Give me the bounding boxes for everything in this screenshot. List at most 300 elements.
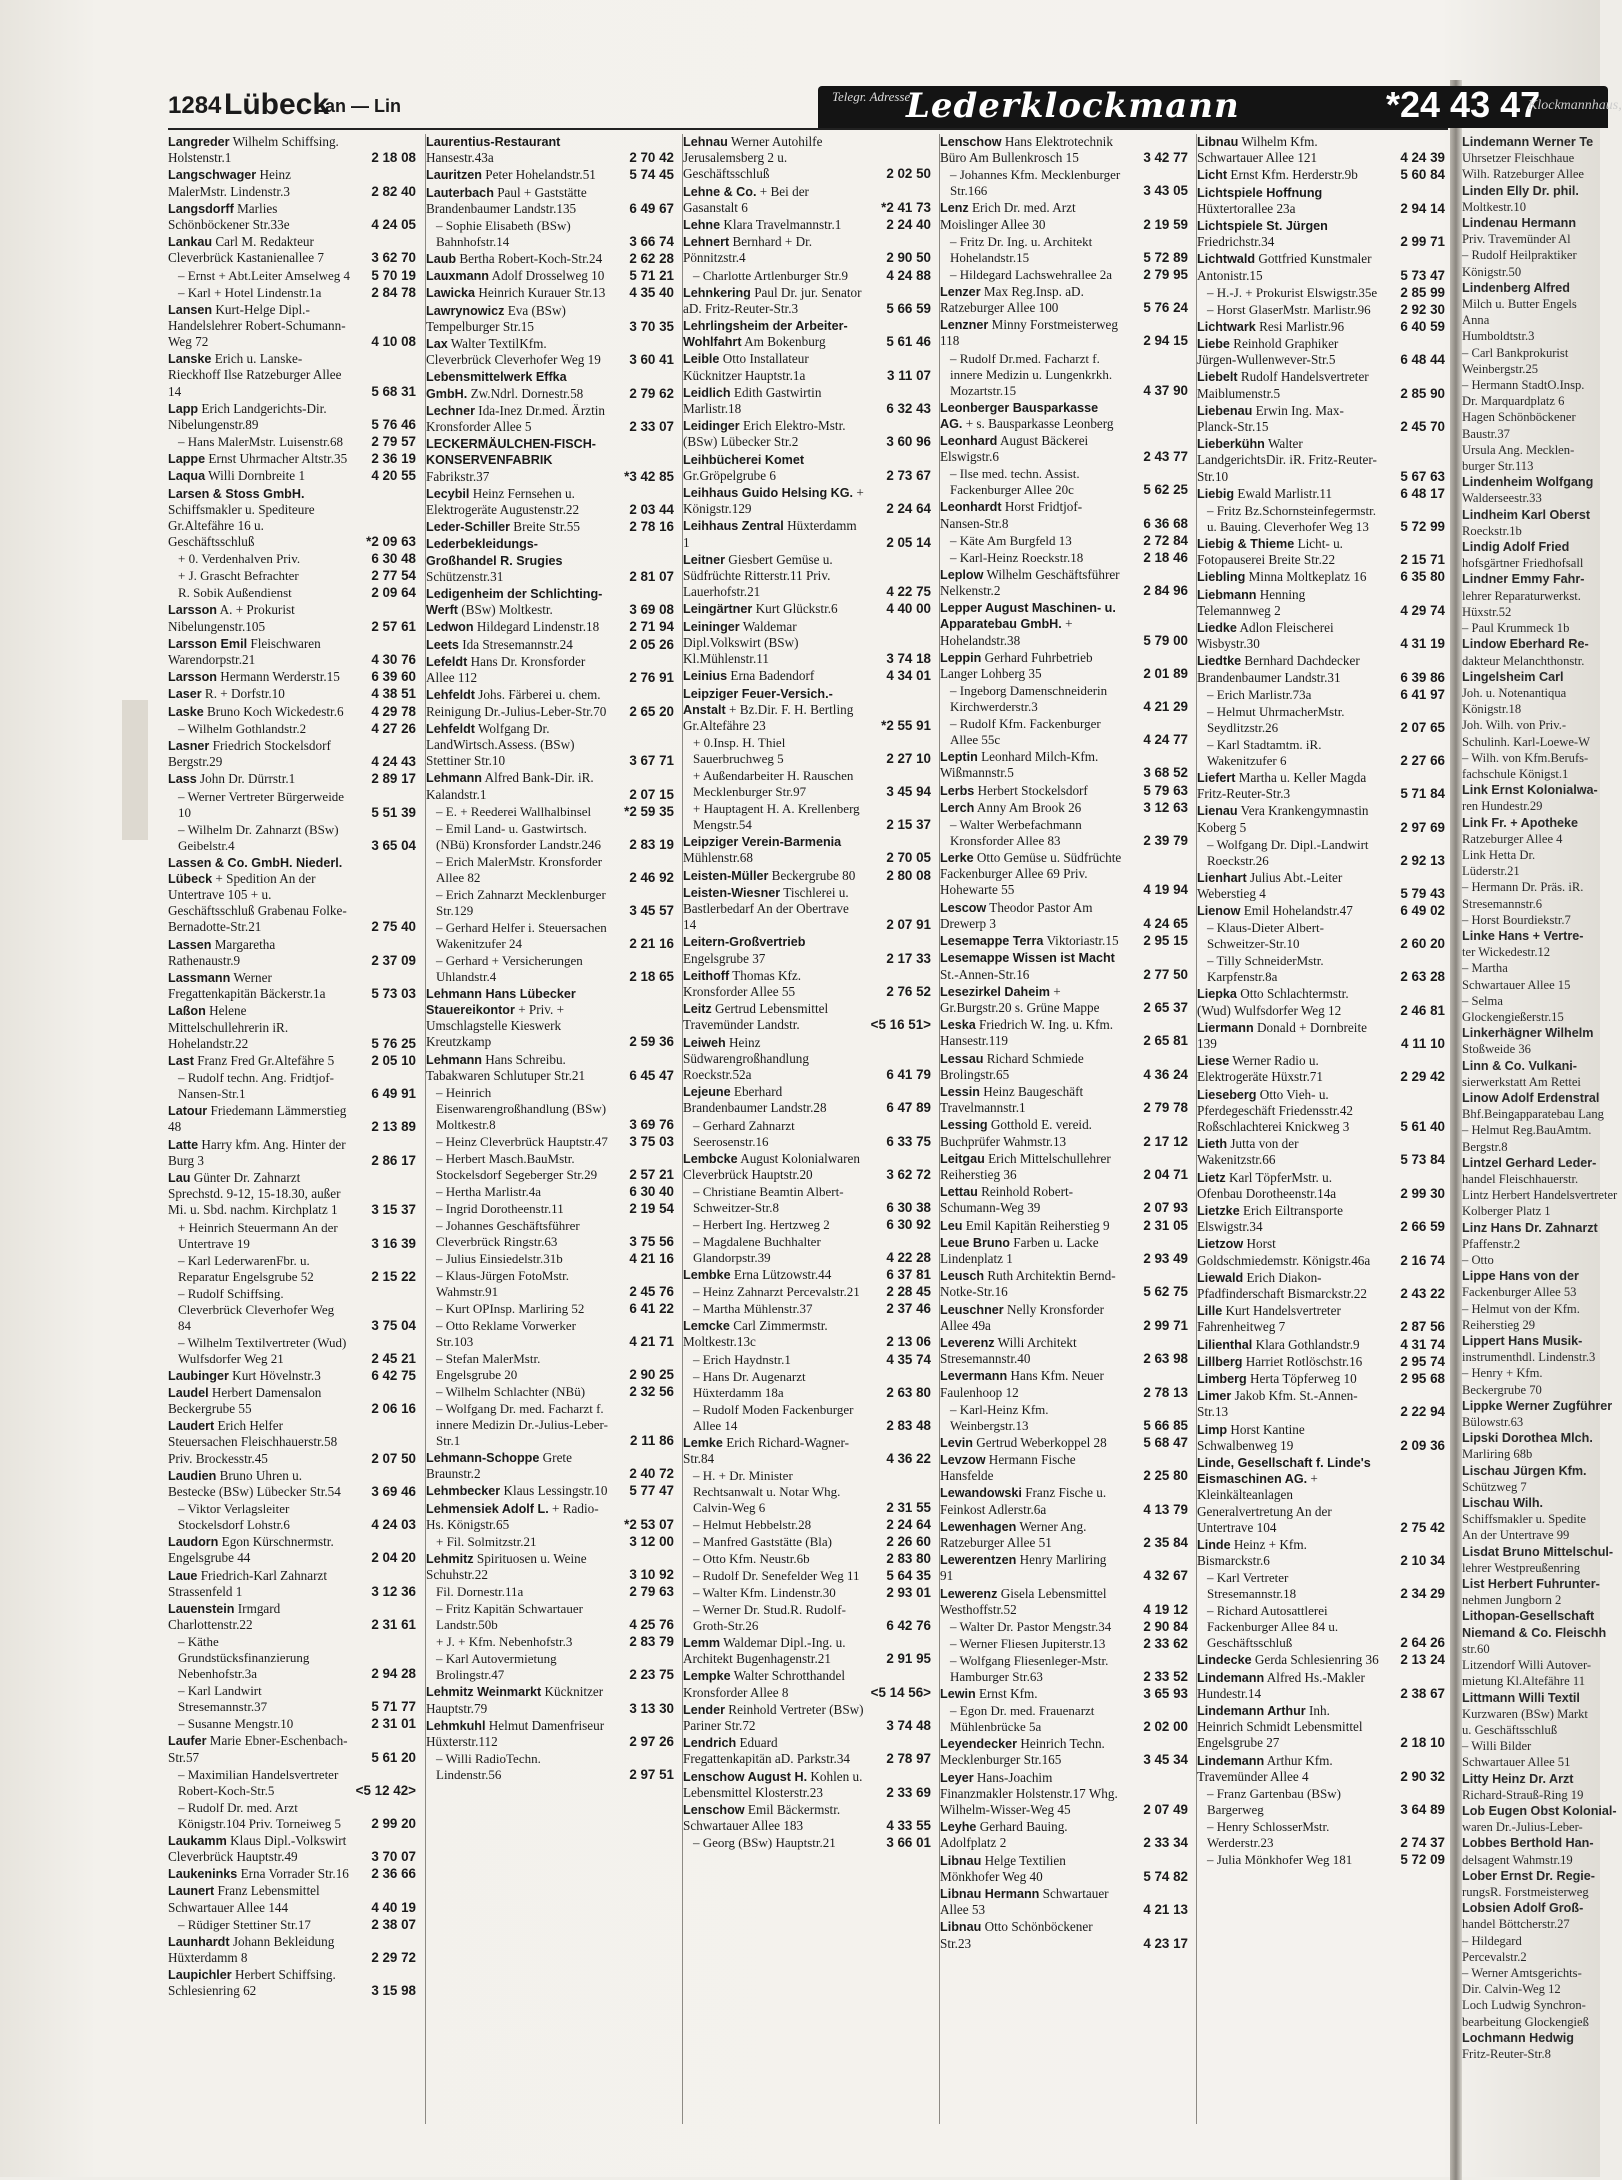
entry-phone: 6 42 75 <box>371 1367 416 1383</box>
entry-phone: 4 22 28 <box>886 1249 931 1265</box>
entry-name: Lehmensiek Adolf L. <box>426 1501 549 1516</box>
directory-entry <box>683 552 933 601</box>
entry-phone: 2 18 65 <box>629 968 674 984</box>
entry-name: Leitner <box>683 552 725 567</box>
entry-range: Lan — Lin <box>314 96 401 116</box>
entry-phone: 2 43 22 <box>1400 1285 1445 1301</box>
entry-description: Carl Zimmermstr. Moltkestr.13c <box>683 1318 828 1350</box>
directory-entry <box>940 984 1190 1016</box>
entry-phone: 5 72 99 <box>1400 519 1445 535</box>
ad-phone: *24 43 47 <box>1386 84 1541 125</box>
directory-entry <box>168 602 418 634</box>
entry-description: + Bz.Dir. F. H. Bertling Gr.Altefähre 23 <box>683 701 854 733</box>
entry-phone: 6 41 79 <box>886 1066 931 1082</box>
entry-name: Limberg <box>1197 1371 1247 1386</box>
entry-phone: 2 19 54 <box>629 1200 674 1216</box>
entry-description: Heinz MalerMstr. Lindenstr.3 <box>168 167 291 199</box>
directory-entry <box>683 351 933 383</box>
edge-line: delsagent Wahmstr.19 <box>1462 1852 1573 1867</box>
directory-entry <box>426 1184 676 1200</box>
edge-line: Bülowstr.63 <box>1462 1415 1524 1430</box>
edge-line: Stresemannstr.6 <box>1462 896 1543 911</box>
entry-description: – Karl + Hotel Lindenstr.1a <box>178 284 322 300</box>
entry-description: Erich Richard-Wagner-Str.84 <box>683 1434 849 1466</box>
entry-name: Lauxmann <box>426 269 489 284</box>
entry-name: Lemcke <box>683 1319 730 1334</box>
entry-phone: 4 35 40 <box>629 285 674 301</box>
entry-name: Lehmitz Weinmarkt <box>426 1685 542 1700</box>
entry-description: Paul Dr. jur. Senator aD. Fritz-Reuter-Str.3 <box>683 284 862 316</box>
directory-entry <box>1197 1170 1447 1202</box>
entry-phone: 5 68 31 <box>371 383 416 399</box>
directory-entry <box>683 686 933 735</box>
directory-entry <box>940 1235 1190 1267</box>
entry-name: Leisten-Müller <box>683 868 769 883</box>
entry-description: Farben u. Lacke Lindenplatz 1 <box>940 1234 1099 1266</box>
directory-entry <box>168 1137 418 1169</box>
entry-name: Leitern-Großvertrieb <box>683 935 806 950</box>
directory-entry <box>683 1184 933 1216</box>
entry-phone: 2 34 29 <box>1400 1586 1445 1602</box>
entry-description: Peter Hohelandstr.51 <box>485 167 596 183</box>
entry-description: Heinrich Techn. Mecklenburger Str.165 <box>940 1736 1105 1768</box>
edge-line: Uhrsetzer Fleischhaue <box>1462 151 1575 166</box>
entry-name: Lembcke <box>683 1151 738 1166</box>
entry-name: Liedtke <box>1197 654 1242 669</box>
entry-description: Leonhard Milch-Kfm. Wißmannstr.5 <box>940 749 1099 781</box>
entry-description: Wilhelm Geschäftsführer Nelkenstr.2 <box>940 566 1120 599</box>
directory-entry <box>1197 1753 1447 1785</box>
entry-phone: 2 15 71 <box>1400 552 1445 568</box>
edge-line: Lippert Hans Musik- <box>1462 1334 1583 1349</box>
directory-entry <box>1197 1537 1447 1569</box>
entry-phone: 2 89 17 <box>371 771 416 787</box>
entry-description: Irmgard Charlottenstr.22 <box>168 1601 281 1633</box>
directory-entry <box>1197 1020 1447 1052</box>
entry-description: + J. + Kfm. Nebenhofstr.3 <box>436 1634 573 1650</box>
directory-entry <box>683 134 933 183</box>
entry-phone: 4 32 67 <box>1143 1568 1188 1584</box>
entry-name: Lejeune <box>683 1085 731 1100</box>
entry-phone: 2 78 97 <box>886 1751 931 1767</box>
edge-line: dakteur Melanchthonstr. <box>1462 653 1585 668</box>
entry-name: Linde, Gesellschaft f. Linde's Eismaschinen AG. <box>1197 1456 1371 1487</box>
directory-entry <box>426 1718 676 1750</box>
directory-entry <box>1197 1703 1447 1752</box>
entry-phone: 2 02 00 <box>1143 1719 1188 1735</box>
entry-name: Libnau <box>940 1920 982 1935</box>
entry-phone: 2 62 28 <box>629 251 674 267</box>
entry-description: + Hohelandstr.38 <box>940 616 1073 648</box>
directory-column-2 <box>425 134 676 2124</box>
directory-entry <box>168 285 418 301</box>
directory-entry <box>168 1967 418 1999</box>
entry-phone: 2 37 09 <box>371 952 416 968</box>
edge-line: Hagen Schönböckener <box>1462 410 1576 425</box>
directory-entry <box>426 1201 676 1217</box>
entry-phone: 4 24 39 <box>1400 150 1445 166</box>
entry-name: Libnau <box>1197 135 1239 149</box>
directory-entry <box>940 1017 1190 1049</box>
directory-entry <box>426 920 676 952</box>
entry-phone: 6 36 68 <box>1143 515 1188 531</box>
directory-entry <box>426 1134 676 1150</box>
edge-line: Königstr.50 <box>1462 264 1522 279</box>
edge-line: Fackenburger Allee 53 <box>1462 1285 1577 1300</box>
directory-entry <box>426 536 676 585</box>
entry-description: Klara Travelmannstr.1 <box>723 217 842 233</box>
entry-name: Lapp <box>168 401 199 416</box>
entry-phone: 2 01 89 <box>1143 666 1188 682</box>
entry-name: Laudert <box>168 1419 215 1434</box>
edge-line: – Horst Bourdiekstr.7 <box>1462 912 1571 927</box>
entry-phone: 5 79 00 <box>1143 632 1188 648</box>
directory-column-1 <box>168 134 418 2124</box>
entry-description: Bernhard Dachdecker Brandenbaumer Landstr.31 <box>1197 653 1360 685</box>
edge-line: Lippe Hans von der <box>1462 1269 1579 1284</box>
directory-entry <box>683 217 933 233</box>
entry-description: + s. Bausparkasse Leonberg <box>965 415 1114 431</box>
directory-entry <box>940 1335 1190 1367</box>
entry-name: Leonberger Bausparkasse AG. <box>940 400 1099 431</box>
entry-name: Larsson <box>168 603 217 618</box>
directory-column-5 <box>1196 134 1447 2124</box>
entry-description: Erna Lützowstr.44 <box>733 1266 832 1282</box>
entry-name: Lender <box>683 1702 725 1717</box>
directory-entry <box>940 1819 1190 1851</box>
directory-entry <box>426 770 676 802</box>
directory-entry <box>1197 770 1447 802</box>
entry-phone: 2 65 37 <box>1143 999 1188 1015</box>
directory-entry <box>426 637 676 653</box>
entry-name: Laurentius-Restaurant <box>426 135 561 149</box>
entry-phone: 2 33 34 <box>1143 1835 1188 1851</box>
entry-description: Jutta von der Wakenitzstr.66 <box>1197 1136 1299 1168</box>
entry-name: Lietz <box>1197 1170 1226 1185</box>
entry-description: + Kleinkälteanlagen Generalvertretung An der Untertrave 104 <box>1197 1471 1332 1535</box>
directory-entry <box>1197 1670 1447 1702</box>
directory-entry <box>1197 336 1447 368</box>
entry-description: R. + Dorfstr.10 <box>204 686 285 702</box>
entry-phone: 3 70 35 <box>629 318 674 334</box>
directory-entry <box>426 586 676 618</box>
directory-entry <box>426 1301 676 1317</box>
directory-entry <box>1197 134 1447 166</box>
edge-line: – Otto <box>1462 1253 1494 1268</box>
entry-description: + 0. Verdenhalven Priv. <box>178 551 301 567</box>
directory-entry <box>426 1268 676 1300</box>
entry-phone: 2 29 42 <box>1400 1069 1445 1085</box>
directory-entry <box>1197 1203 1447 1235</box>
entry-description: Erich u. Lanske-Rieckhoff Ilse Ratzeburger Allee 14 <box>168 351 342 399</box>
entry-name: Limer <box>1197 1389 1232 1404</box>
entry-phone: 2 77 54 <box>371 568 416 584</box>
edge-line: Lipski Dorothea Mlch. <box>1462 1431 1593 1446</box>
entry-phone: 2 07 91 <box>886 917 931 933</box>
entry-description: – Wolfgang Dr. Dipl.-Landwirt Roeckstr.26 <box>1207 836 1369 868</box>
entry-name: Lebensmittelwerk Effka GmbH. <box>426 370 567 401</box>
edge-line: Dir. Calvin-Weg 12 <box>1462 1982 1561 1997</box>
entry-name: Leonhardt <box>940 500 1002 515</box>
entry-description: – Hans Dr. Augenarzt Hüxterdamm 18a <box>693 1368 806 1400</box>
edge-line: List Herbert Fuhrunter- <box>1462 1577 1600 1592</box>
directory-entry <box>683 1402 933 1434</box>
edge-line: waren Dr.-Julius-Leber- <box>1462 1820 1583 1835</box>
entry-phone: 4 31 19 <box>1400 636 1445 652</box>
entry-phone: 3 15 98 <box>371 1983 416 1999</box>
entry-phone: *2 55 91 <box>881 717 931 733</box>
directory-entry <box>940 1636 1190 1652</box>
directory-entry <box>683 885 933 934</box>
entry-name: Leyer <box>940 1770 974 1785</box>
header-advertisement <box>818 84 1622 128</box>
entry-description: Klaus Lessingstr.10 <box>503 1483 608 1499</box>
edge-line: – Rudolf Heilpraktiker <box>1462 248 1577 263</box>
edge-line: – Hermann Dr. Präs. iR. <box>1462 880 1584 895</box>
directory-entry <box>426 1052 676 1084</box>
directory-entry <box>168 434 418 450</box>
entry-phone: 2 83 79 <box>629 1634 674 1650</box>
entry-name: Laudorn <box>168 1535 219 1550</box>
entry-name: Leonhard <box>940 434 998 449</box>
entry-description: Helmut Damenfriseur Hüxterstr.112 <box>426 1717 605 1749</box>
entry-description: Ida-Inez Dr.med. Ärztin Kronsforder Allee 5 <box>426 402 605 435</box>
entry-name: Latour <box>168 1104 208 1119</box>
directory-entry <box>168 1634 418 1682</box>
entry-phone: *2 09 63 <box>366 534 416 550</box>
entry-name: Leplow <box>940 567 984 582</box>
directory-entry <box>168 1170 418 1219</box>
entry-phone: *2 41 73 <box>881 199 931 215</box>
directory-entry <box>1197 251 1447 283</box>
edge-line: – Henry + Kfm. <box>1462 1366 1543 1381</box>
entry-description: Herbert Damensalon Beckergrube 55 <box>168 1384 322 1416</box>
entry-description: – Ernst + Abt.Leiter Amselweg 4 <box>178 267 350 283</box>
edge-line: Bhf.Beingapparatebau Lang <box>1462 1107 1604 1122</box>
entry-description: – Georg (BSw) Hauptstr.21 <box>693 1835 836 1851</box>
directory-entry <box>1197 687 1447 703</box>
entry-name: Laqua <box>168 469 206 484</box>
entry-phone: 5 64 35 <box>886 1567 931 1583</box>
directory-entry <box>1197 1819 1447 1851</box>
entry-phone: 4 20 55 <box>371 468 416 484</box>
entry-description: Otto Schönböckener Str.23 <box>940 1919 1093 1951</box>
entry-name: Larsson Emil <box>168 636 248 651</box>
entry-name: Launert <box>168 1884 215 1899</box>
directory-entry <box>168 1733 418 1765</box>
entry-phone: 2 99 20 <box>371 1815 416 1831</box>
edge-line: Bergstr.8 <box>1462 1139 1508 1154</box>
directory-entry <box>426 1651 676 1683</box>
edge-line: Lobbes Berthold Han- <box>1462 1836 1594 1851</box>
entry-name: Leyhe <box>940 1820 977 1835</box>
edge-line: Linke Hans + Vertre- <box>1462 928 1584 943</box>
entry-description: – Ingeborg Damenschneiderin Kirchwerderstr.3 <box>950 683 1108 715</box>
entry-name: Lehmann-Schoppe <box>426 1450 540 1465</box>
entry-name: Lemm <box>683 1635 721 1650</box>
entry-phone: 3 69 76 <box>629 1116 674 1132</box>
entry-description: – Willi RadioTechn. Lindenstr.56 <box>436 1751 541 1783</box>
directory-entry <box>168 738 418 770</box>
entry-phone: 6 39 60 <box>371 669 416 685</box>
entry-description: Erich Eiltransporte Elswigstr.34 <box>1197 1202 1343 1235</box>
directory-entry <box>683 452 933 484</box>
edge-line: Lindow Eberhard Re- <box>1462 637 1589 652</box>
directory-entry <box>1197 1087 1447 1136</box>
entry-name: Libnau Hermann <box>940 1887 1040 1902</box>
entry-description: Donald + Dornbreite 139 <box>1197 1019 1367 1051</box>
entry-description: Werner Ang. Ratzeburger Allee 51 <box>940 1518 1087 1550</box>
entry-phone: 2 46 92 <box>629 869 674 885</box>
entry-name: Lehnert <box>683 235 730 250</box>
directory-entry <box>426 369 676 401</box>
directory-entry <box>426 303 676 335</box>
entry-name: Lewenhagen <box>940 1519 1017 1534</box>
entry-phone: 5 66 59 <box>886 300 931 316</box>
directory-entry <box>683 1468 933 1516</box>
entry-description: Otto Installateur Kücknitzer Hauptstr.1a <box>683 351 809 383</box>
directory-entry <box>426 1450 676 1482</box>
directory-entry <box>1197 1371 1447 1387</box>
entry-description: R. Sobik Außendienst <box>178 585 292 601</box>
directory-entry <box>168 551 418 567</box>
entry-name: Leininger <box>683 619 740 634</box>
entry-phone: 3 45 57 <box>629 902 674 918</box>
entry-name: Lankau <box>168 235 213 250</box>
entry-phone: 2 19 59 <box>1143 216 1188 232</box>
entry-phone: 4 34 01 <box>886 668 931 684</box>
entry-phone: 5 71 77 <box>371 1699 416 1715</box>
entry-phone: 3 74 48 <box>886 1718 931 1733</box>
edge-line: Lüderstr.21 <box>1462 864 1520 879</box>
directory-entry <box>1197 319 1447 335</box>
entry-name: Leinius <box>683 669 728 684</box>
entry-description: Am Bokenburg <box>744 334 826 350</box>
edge-line: Litty Heinz Dr. Arzt <box>1462 1771 1574 1786</box>
entry-name: Lechner <box>426 403 475 418</box>
directory-entry <box>940 1268 1190 1300</box>
entry-phone: 2 03 44 <box>629 502 674 518</box>
entry-name: Leder-Schiller <box>426 520 510 535</box>
directory-entry <box>1197 837 1447 869</box>
entry-name: Limp <box>1197 1422 1228 1437</box>
directory-entry <box>683 285 933 317</box>
entry-name: Lessau <box>940 1051 984 1066</box>
entry-description: Willi Dornbreite 1 <box>208 468 306 484</box>
entry-phone: 6 41 22 <box>629 1300 674 1316</box>
entry-description: Hans Kfm. Neuer Faulenhoop 12 <box>940 1368 1104 1400</box>
entry-name: Lehmkuhl <box>426 1718 486 1733</box>
entry-name: Lienow <box>1197 904 1241 919</box>
directory-entry <box>683 1702 933 1734</box>
entry-name: Lepper August Maschinen- u. Apparatebau GmbH. <box>940 601 1116 632</box>
directory-entry <box>683 1267 933 1283</box>
entry-description: John Dr. Dürrstr.1 <box>200 771 296 787</box>
entry-phone: 2 76 52 <box>886 983 931 999</box>
entry-description: – Werner Vertreter Bürgerweide 10 <box>178 788 345 820</box>
entry-name: Lansen <box>168 302 213 317</box>
entry-phone: 2 79 63 <box>629 1584 674 1600</box>
directory-entry <box>1197 737 1447 769</box>
entry-name: Liebig <box>1197 486 1235 501</box>
edge-line: Linkerhägner Wilhelm <box>1462 1026 1594 1041</box>
directory-entry <box>940 817 1190 849</box>
directory-entry <box>426 1483 676 1499</box>
entry-description: – Tilly SchneiderMstr. Karpfenstr.8a <box>1207 953 1324 985</box>
directory-entry <box>940 167 1190 199</box>
entry-description: + Radio-Hs. Königstr.65 <box>426 1500 599 1532</box>
directory-entry <box>1197 1136 1447 1168</box>
entry-name: Lehmbecker <box>426 1484 501 1499</box>
entry-description: Bertha Robert-Koch-Str.24 <box>459 251 603 267</box>
directory-entry <box>683 1769 933 1801</box>
edge-line: Wilh. Ratzeburger Allee <box>1462 167 1585 182</box>
directory-entry <box>426 1684 676 1716</box>
edge-line: – Helmut Reg.BauAmtm. <box>1462 1123 1592 1138</box>
entry-name: Lerke <box>940 851 974 866</box>
entry-phone: 2 70 05 <box>886 850 931 866</box>
entry-description: Hansestr.43a <box>426 150 494 166</box>
directory-entry <box>1197 587 1447 619</box>
entry-name: Lerch <box>940 800 975 815</box>
entry-phone: 2 60 20 <box>1400 936 1445 952</box>
entry-description: Beckergrube 80 <box>771 867 856 883</box>
entry-name: Laske <box>168 704 204 719</box>
directory-entry <box>683 1517 933 1533</box>
entry-description: – Karl Autovermietung Brolingstr.47 <box>436 1651 557 1683</box>
edge-line: Littmann Willi Textil <box>1462 1690 1580 1705</box>
entry-phone: 3 45 94 <box>886 784 931 800</box>
entry-phone: 6 37 81 <box>886 1266 931 1282</box>
entry-description: Marlies Schönböckener Str.33e <box>168 200 290 233</box>
entry-name: Lescow <box>940 900 987 915</box>
entry-description: Gr.Gröpelgrube 6 <box>683 467 777 483</box>
entry-description: Rudolf Handelsvertreter Maiblumenstr.5 <box>1197 369 1369 401</box>
entry-description: Giesbert Gemüse u. Südfrüchte Ritterstr.11 Priv. Lauerhofstr.21 <box>683 551 833 600</box>
entry-name: Liebling <box>1197 570 1246 585</box>
entry-description: Edith Gastwirtin Marlistr.18 <box>683 384 822 417</box>
entry-description: Erich Helfer Steuersachen Fleischhauerstr.58 Priv. Brockesstr.45 <box>168 1418 338 1466</box>
entry-phone: 2 05 10 <box>371 1052 416 1068</box>
entry-description: Hans Dr. Kronsforder Allee 112 <box>426 653 586 686</box>
directory-entry <box>168 401 418 433</box>
entry-description: – Julia Mönkhofer Weg 181 <box>1207 1852 1353 1868</box>
entry-phone: 5 74 82 <box>1143 1868 1188 1884</box>
entry-description: – Walter Dr. Pastor Mengstr.34 <box>950 1619 1112 1635</box>
directory-entry <box>1197 1337 1447 1353</box>
entry-name: Leihhaus Zentral <box>683 519 784 534</box>
entry-phone: *2 59 35 <box>624 803 674 819</box>
directory-entry <box>168 486 418 551</box>
edge-line: Beckergrube 70 <box>1462 1382 1542 1397</box>
entry-phone: 3 75 04 <box>371 1317 416 1333</box>
directory-entry <box>1197 1354 1447 1370</box>
edge-line: Lindenau Hermann <box>1462 216 1577 231</box>
entry-name: Lerbs <box>940 783 975 798</box>
edge-line: Kurzwaren (BSw) Markt <box>1462 1706 1588 1721</box>
entry-phone: 2 65 20 <box>629 703 674 719</box>
entry-name: Lieseberg <box>1197 1087 1257 1102</box>
edge-line: Milch u. Butter Engels <box>1462 297 1577 312</box>
entry-phone: 3 75 56 <box>629 1233 674 1249</box>
directory-entry <box>940 567 1190 599</box>
entry-description: Licht- u. Fotopauserei Breite Str.22 <box>1197 536 1343 568</box>
directory-entry <box>426 403 676 435</box>
entry-name: Leisten-Wiesner <box>683 885 781 900</box>
entry-description: – Karl-Heinz Kfm. Weinbergstr.13 <box>950 1401 1049 1433</box>
entry-phone: 4 10 08 <box>371 334 416 350</box>
entry-description: Horst Kantine Schwalbenweg 19 <box>1197 1421 1305 1453</box>
